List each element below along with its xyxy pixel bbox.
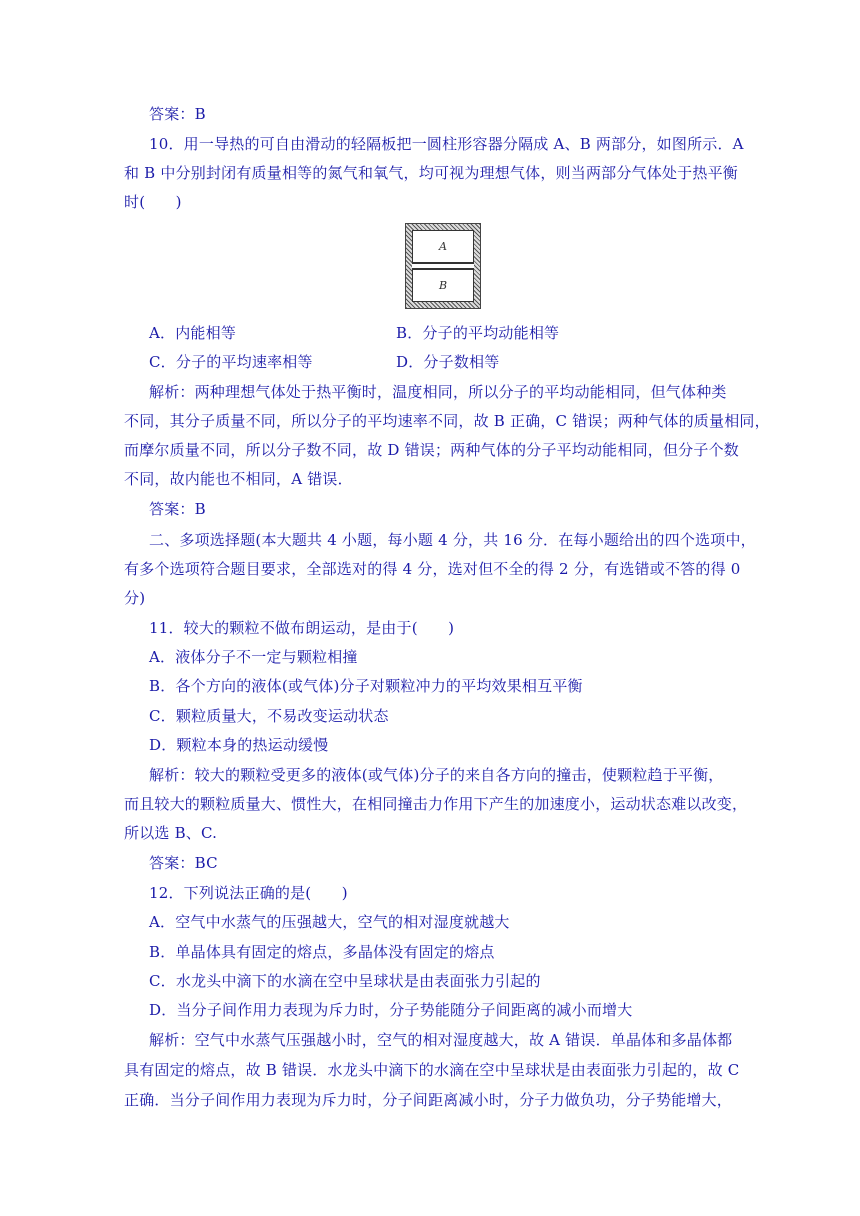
explanation-line: 所以选 B、C. — [124, 824, 218, 842]
section-heading-cont: 有多个选项符合题目要求，全部选对的得 4 分，选对但不全的得 2 分，有选错或不答的得 0 — [124, 560, 741, 578]
question-10-stem-cont: 和 B 中分别封闭有质量相等的氮气和氧气，均可视为理想气体，则当两部分气体处于热平衡 — [124, 164, 738, 182]
option-d: D．当分子间作用力表现为斥力时，分子势能随分子间距离的减小而增大 — [149, 1001, 633, 1019]
option-d: D．颗粒本身的热运动缓慢 — [149, 736, 329, 754]
answer-line: 答案：BC — [149, 854, 218, 872]
option-row — [149, 323, 765, 343]
section-heading: 二、多项选择题(本大题共 4 小题，每小题 4 分，共 16 分．在每小题给出的四个选项中， — [149, 531, 756, 549]
chamber-a: A — [412, 230, 474, 263]
question-10-stem: 10．用一导热的可自由滑动的轻隔板把一圆柱形容器分隔成 A、B 两部分，如图所示．A — [149, 135, 744, 153]
option-c: C．分子的平均速率相等 — [149, 353, 313, 371]
explanation-line: 正确．当分子间作用力表现为斥力时，分子间距离减小时，分子力做负功，分子势能增大， — [124, 1091, 733, 1109]
option-b: B．分子的平均动能相等 — [396, 324, 560, 342]
section-heading-cont: 分) — [124, 589, 146, 607]
cylinder-container-figure — [405, 223, 481, 309]
option-a: A．内能相等 — [149, 324, 237, 342]
explanation-line: 解析：较大的颗粒受更多的液体(或气体)分子的来自各方向的撞击，使颗粒趋于平衡， — [149, 766, 724, 784]
chamber-b: B — [412, 269, 474, 302]
explanation-line: 不同，故内能也不相同，A 错误． — [124, 470, 353, 488]
option-b: B．各个方向的液体(或气体)分子对颗粒冲力的平均效果相互平衡 — [149, 677, 583, 695]
explanation-line: 解析：两种理想气体处于热平衡时，温度相同，所以分子的平均动能相同，但气体种类 — [149, 383, 727, 401]
explanation-line: 而且较大的颗粒质量大、惯性大，在相同撞击力作用下产生的加速度小，运动状态难以改变， — [124, 795, 748, 813]
answer-line: 答案：B — [149, 105, 206, 123]
question-12-stem: 12．下列说法正确的是( ) — [149, 884, 348, 902]
option-c: C．颗粒质量大，不易改变运动状态 — [149, 707, 389, 725]
option-row — [149, 352, 765, 372]
explanation-line: 解析：空气中水蒸气压强越小时，空气的相对湿度越大，故 A 错误．单晶体和多晶体都 — [149, 1031, 733, 1049]
option-a: A．液体分子不一定与颗粒相撞 — [149, 648, 358, 666]
question-11-stem: 11．较大的颗粒不做布朗运动，是由于( ) — [149, 619, 455, 637]
explanation-line: 具有固定的熔点，故 B 错误．水龙头中滴下的水滴在空中呈球状是由表面张力引起的，故 C — [124, 1061, 740, 1079]
option-a: A．空气中水蒸气的压强越大，空气的相对湿度就越大 — [149, 913, 510, 931]
answer-line: 答案：B — [149, 500, 206, 518]
option-c: C．水龙头中滴下的水滴在空中呈球状是由表面张力引起的 — [149, 972, 541, 990]
option-b: B．单晶体具有固定的熔点，多晶体没有固定的熔点 — [149, 943, 495, 961]
question-10-stem-cont: 时( ) — [124, 193, 182, 211]
option-d: D．分子数相等 — [396, 353, 500, 371]
explanation-line: 不同，其分子质量不同，所以分子的平均速率不同，故 B 正确，C 错误；两种气体的质量相同， — [124, 412, 770, 430]
explanation-line: 而摩尔质量不同，所以分子数不同，故 D 错误；两种气体的分子平均动能相同，但分子个数 — [124, 441, 739, 459]
